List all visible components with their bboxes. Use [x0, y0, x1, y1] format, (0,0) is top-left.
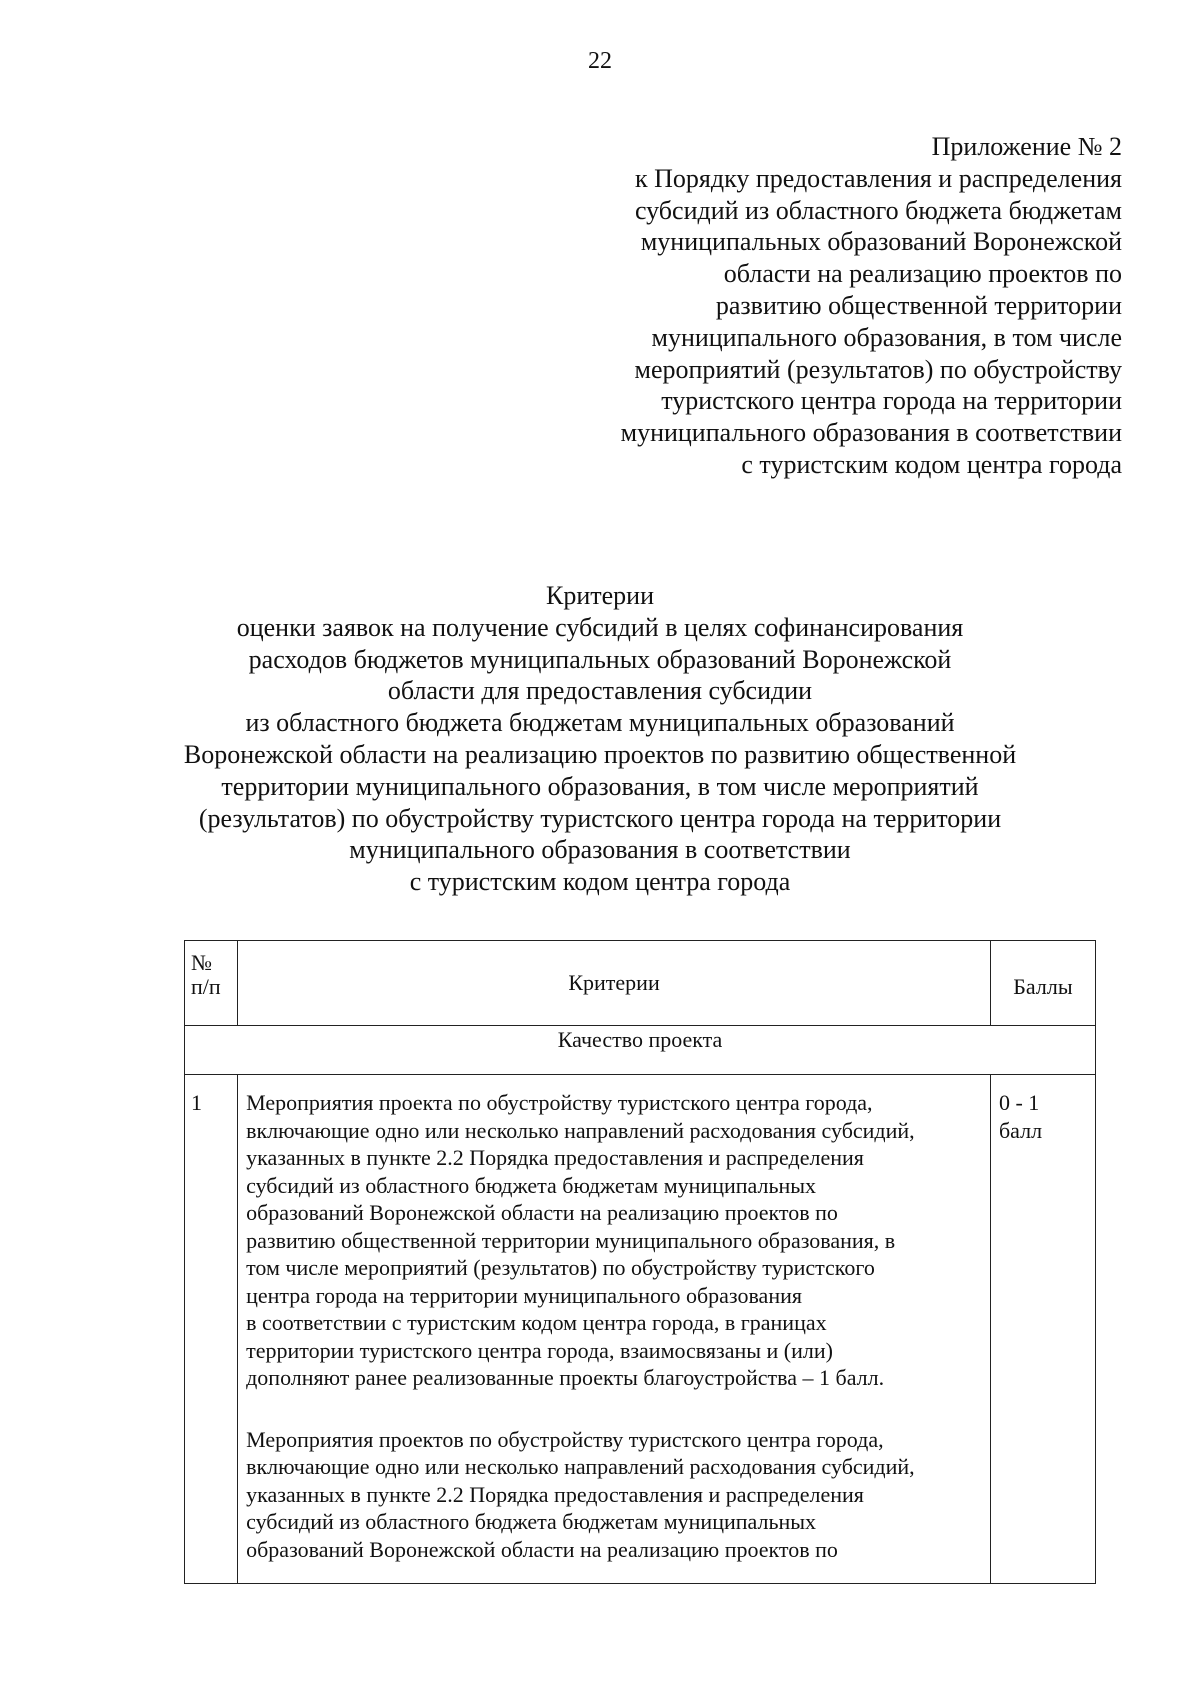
criteria-line: дополняют ранее реализованные проекты благоустройства – 1 балл.	[246, 1365, 885, 1390]
section-title: Качество проекта	[185, 1026, 1096, 1075]
criteria-paragraph	[246, 1089, 984, 1392]
criteria-title-line: (результатов) по обустройству туристского центра города на территории	[198, 803, 1002, 833]
row-number: 1	[185, 1075, 238, 1584]
criteria-title-line: территории муниципального образования, в том числе мероприятий	[221, 771, 979, 801]
criteria-title-line: расходов бюджетов муниципальных образований Воронежской	[248, 644, 952, 674]
appendix-line: развитию общественной территории	[715, 290, 1122, 320]
criteria-line: Мероприятия проектов по обустройству туристского центра города,	[246, 1426, 884, 1452]
criteria-table	[184, 940, 1096, 1584]
header-num-symbol: №	[191, 950, 212, 975]
criteria-line: территории туристского центра города, взаимосвязаны и (или)	[246, 1337, 833, 1363]
criteria-title	[0, 580, 1200, 898]
appendix-line: туристского центра города на территории	[661, 386, 1122, 416]
appendix-line: к Порядку предоставления и распределения	[634, 163, 1122, 193]
appendix-line: муниципальных образований Воронежской	[640, 227, 1122, 257]
appendix-line: Приложение № 2	[931, 132, 1122, 161]
criteria-line: в соответствии с туристским кодом центра города, в границах	[246, 1310, 827, 1335]
table-row	[185, 1075, 1096, 1584]
header-points-cell: Баллы	[990, 941, 1095, 1026]
criteria-paragraph	[246, 1426, 984, 1564]
appendix-line: муниципального образования в соответствии	[620, 418, 1122, 448]
page-number: 22	[588, 48, 612, 74]
appendix-line: муниципального образования, в том числе	[651, 322, 1122, 352]
criteria-title-line: Воронежской области на реализацию проектов по развитию общественной	[183, 739, 1017, 769]
criteria-line: включающие одно или несколько направлений расходования субсидий,	[246, 1454, 915, 1479]
appendix-line: с туристским кодом центра города	[741, 449, 1122, 479]
criteria-line: образований Воронежской области на реализацию проектов по	[246, 1536, 838, 1562]
appendix-line: мероприятий (результатов) по обустройству	[634, 354, 1122, 384]
criteria-line: указанных в пункте 2.2 Порядка предоставления и распределения	[246, 1481, 864, 1507]
criteria-line: включающие одно или несколько направлений расходования субсидий,	[246, 1117, 915, 1143]
header-criteria-cell: Критерии	[238, 941, 991, 1026]
section-row	[185, 1026, 1096, 1075]
criteria-line: Мероприятия проекта по обустройству туристского центра города,	[246, 1090, 873, 1115]
header-num-cell	[185, 941, 238, 1026]
points-range: 0 - 1	[998, 1090, 1040, 1115]
table-header-row	[185, 941, 1096, 1026]
appendix-line: субсидий из областного бюджета бюджетам	[634, 195, 1122, 225]
criteria-line: образований Воронежской области на реализацию проектов по	[246, 1200, 838, 1225]
appendix-line: области на реализацию проектов по	[723, 259, 1122, 289]
criteria-line: развитию общественной территории муниципального образования, в	[246, 1227, 896, 1253]
criteria-line: субсидий из областного бюджета бюджетам муниципальных	[246, 1509, 817, 1534]
criteria-title-line: оценки заявок на получение субсидий в целях софинансирования	[236, 612, 964, 642]
criteria-title-line: Критерии	[546, 581, 654, 610]
criteria-line: центра города на территории муниципального образования	[246, 1282, 802, 1308]
row-points	[990, 1075, 1095, 1584]
row-criteria	[238, 1075, 991, 1584]
appendix-heading	[482, 131, 1122, 481]
criteria-line: том числе мероприятий (результатов) по обустройству туристского	[246, 1255, 875, 1280]
criteria-title-line: из областного бюджета бюджетам муниципальных образований	[245, 708, 955, 738]
points-unit: балл	[998, 1117, 1043, 1143]
criteria-title-line: с туристским кодом центра города	[409, 867, 791, 897]
header-num-abbr: п/п	[191, 974, 221, 999]
criteria-title-line: муниципального образования в соответствии	[349, 835, 851, 865]
criteria-line: указанных в пункте 2.2 Порядка предоставления и распределения	[246, 1145, 864, 1170]
criteria-line: субсидий из областного бюджета бюджетам муниципальных	[246, 1172, 817, 1198]
criteria-title-line: области для предоставления субсидии	[387, 676, 813, 706]
